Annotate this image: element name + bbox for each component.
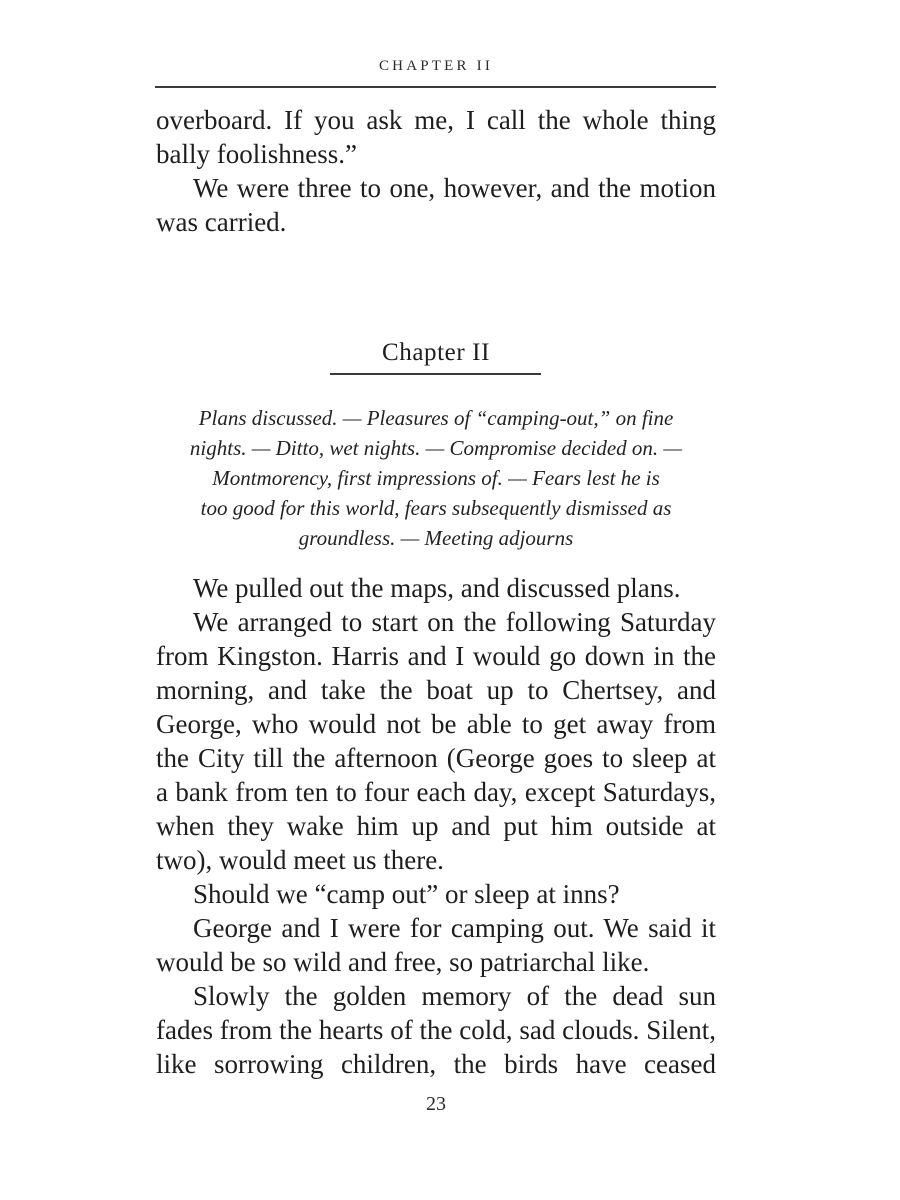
text-line: was carried. bbox=[156, 207, 287, 237]
text-line: a bank from ten to four each day, except Saturdays, bbox=[156, 777, 716, 807]
text-line: George, who would not be able to get away from bbox=[156, 709, 716, 739]
running-head: CHAPTER II bbox=[378, 58, 494, 74]
text-line: overboard. If you ask me, I call the whole thing bbox=[156, 105, 716, 135]
text-line: the City till the afternoon (George goes to sleep at bbox=[156, 743, 716, 773]
text-line: George and I were for camping out. We said it bbox=[193, 913, 716, 943]
synopsis-line: Plans discussed. — Pleasures of “camping-out,” on fine bbox=[198, 406, 674, 430]
chapter-title: Chapter II bbox=[381, 339, 491, 366]
text-line: Slowly the golden memory of the dead sun bbox=[193, 981, 716, 1011]
text-line: when they wake him up and put him outside at bbox=[156, 811, 716, 841]
text-line: would be so wild and free, so patriarchal like. bbox=[156, 947, 650, 977]
synopsis-line: nights. — Ditto, wet nights. — Compromise decided on. — bbox=[189, 436, 683, 460]
text-line: We pulled out the maps, and discussed plans. bbox=[193, 573, 681, 603]
synopsis-line: too good for this world, fears subsequently dismissed as bbox=[200, 496, 672, 520]
text-line: morning, and take the boat up to Chertsey, and bbox=[156, 675, 716, 705]
text-line: like sorrowing children, the birds have ceased bbox=[156, 1049, 716, 1079]
chapter-synopsis bbox=[156, 403, 716, 553]
text-line: We arranged to start on the following Saturday bbox=[193, 607, 716, 637]
synopsis-line: groundless. — Meeting adjourns bbox=[298, 526, 574, 550]
page-number: 23 bbox=[426, 1093, 446, 1115]
chapter-body-text bbox=[156, 571, 716, 1081]
running-head-rule bbox=[155, 86, 716, 88]
text-line: bally foolishness.” bbox=[156, 139, 357, 169]
text-line: two), would meet us there. bbox=[156, 845, 444, 875]
text-line: fades from the hearts of the cold, sad clouds. Silent, bbox=[156, 1015, 716, 1045]
chapter-heading bbox=[156, 339, 716, 367]
synopsis-line: Montmorency, first impressions of. — Fears lest he is bbox=[212, 466, 660, 490]
chapter-title-rule bbox=[330, 373, 541, 375]
text-line: from Kingston. Harris and I would go down in the bbox=[156, 641, 716, 671]
text-line: We were three to one, however, and the motion bbox=[193, 173, 716, 203]
previous-chapter-text bbox=[156, 103, 716, 239]
text-line: Should we “camp out” or sleep at inns? bbox=[193, 879, 620, 909]
